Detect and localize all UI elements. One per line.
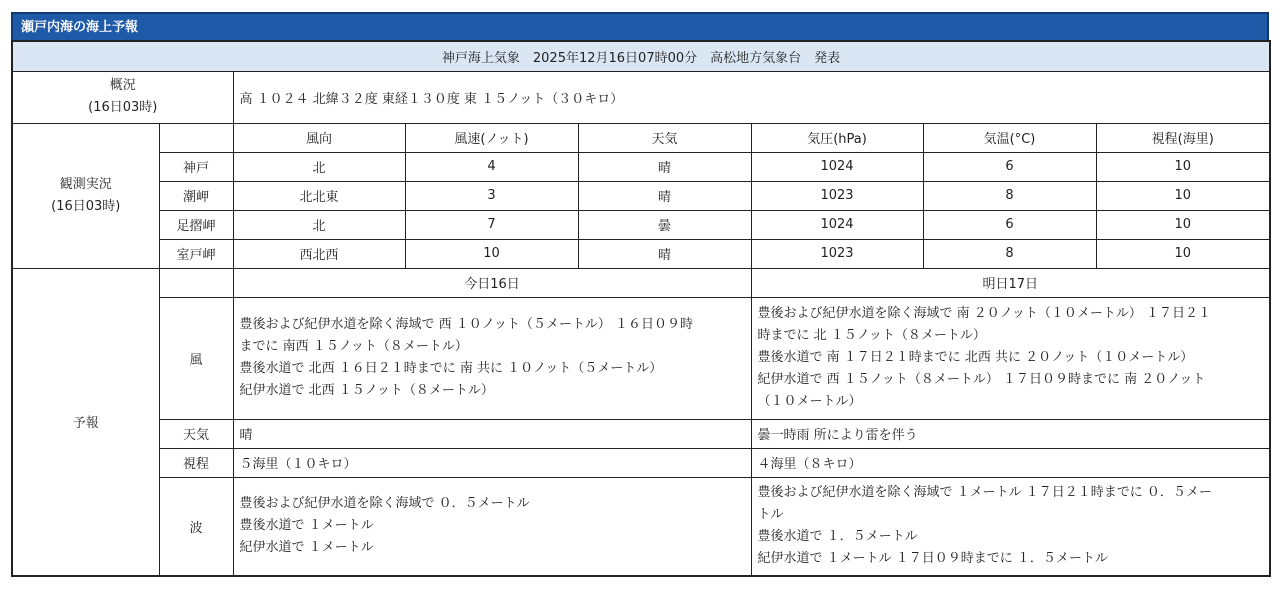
header-wind-direction: 風向 <box>233 123 405 152</box>
summary-label-cell <box>12 71 233 123</box>
header-weather: 天気 <box>578 123 751 152</box>
table-cell: 10 <box>1096 210 1270 239</box>
table-cell: 7 <box>405 210 578 239</box>
station-name: 室戸岬 <box>159 239 233 268</box>
table-cell: 北 <box>233 210 405 239</box>
wave-today-line: 紀伊水道で １メートル <box>239 540 374 556</box>
panel-title: 瀬戸内海の海上予報 <box>11 12 1269 40</box>
wave-tomorrow <box>751 477 1270 576</box>
wave-today <box>233 477 751 576</box>
forecast-panel <box>11 12 1269 577</box>
table-cell: 西北西 <box>233 239 405 268</box>
summary-time: (16日03時) <box>88 100 158 115</box>
wave-label: 波 <box>159 477 233 576</box>
wind-tomorrow-line: （１０メートル） <box>757 394 862 409</box>
visibility-today: ５海里（１０キロ） <box>233 448 751 477</box>
wave-tomorrow-line: トル <box>757 507 784 523</box>
wave-today-line: 豊後水道で １メートル <box>239 518 374 534</box>
weather-label: 天気 <box>159 419 233 448</box>
forecast-today-header: 今日16日 <box>233 268 751 297</box>
table-cell: 1023 <box>751 181 923 210</box>
wave-today-line: 豊後および紀伊水道を除く海域で ０．５メートル <box>239 496 530 512</box>
table-cell: 1024 <box>751 152 923 181</box>
wind-today-line: までに 南西 １５ノット（８メートル） <box>239 339 468 354</box>
wind-tomorrow <box>751 297 1270 419</box>
wind-tomorrow-line: 時までに 北 １５ノット（８メートル） <box>757 328 986 343</box>
table-cell: 8 <box>923 181 1096 210</box>
table-row <box>12 152 1270 181</box>
wind-tomorrow-line: 紀伊水道で 西 １５ノット（８メートル） １７日０９時までに 南 ２０ノット <box>757 372 1206 387</box>
table-cell: 10 <box>1096 152 1270 181</box>
table-row <box>12 239 1270 268</box>
header-temperature: 気温(°C) <box>923 123 1096 152</box>
table-cell: 10 <box>405 239 578 268</box>
observation-header-blank <box>159 123 233 152</box>
wave-tomorrow-line: 豊後および紀伊水道を除く海域で １メートル １７日２１時までに ０．５メー <box>757 485 1212 501</box>
forecast-header-blank <box>159 268 233 297</box>
issued-line: 神戸海上気象 2025年12月16日07時00分 高松地方気象台 発表 <box>12 41 1270 71</box>
observation-label-cell <box>12 123 159 268</box>
weather-tomorrow: 曇一時雨 所により雷を伴う <box>751 419 1270 448</box>
forecast-tomorrow-header: 明日17日 <box>751 268 1270 297</box>
summary-text: 高 １０２４ 北緯３２度 東経１３０度 東 １５ノット（３０キロ） <box>233 71 1270 123</box>
wind-label: 風 <box>159 297 233 419</box>
table-cell: 1024 <box>751 210 923 239</box>
table-cell: 曇 <box>578 210 751 239</box>
table-cell: 10 <box>1096 239 1270 268</box>
wind-today-line: 紀伊水道で 北西 １５ノット（８メートル） <box>239 383 494 398</box>
table-cell: 北 <box>233 152 405 181</box>
header-wind-speed: 風速(ノット) <box>405 123 578 152</box>
header-pressure: 気圧(hPa) <box>751 123 923 152</box>
wind-today-line: 豊後水道で 北西 １６日２１時までに 南 共に １０ノット（５メートル） <box>239 361 663 376</box>
table-cell: 10 <box>1096 181 1270 210</box>
observation-label: 観測実況 <box>59 176 112 192</box>
weather-today: 晴 <box>233 419 751 448</box>
station-name: 神戸 <box>159 152 233 181</box>
table-cell: 3 <box>405 181 578 210</box>
table-cell: 6 <box>923 210 1096 239</box>
station-name: 潮岬 <box>159 181 233 210</box>
table-row <box>12 181 1270 210</box>
header-visibility: 視程(海里) <box>1096 123 1270 152</box>
table-cell: 1023 <box>751 239 923 268</box>
forecast-label: 予報 <box>12 268 159 576</box>
visibility-label: 視程 <box>159 448 233 477</box>
visibility-tomorrow: ４海里（８キロ） <box>751 448 1270 477</box>
wind-today-line: 豊後および紀伊水道を除く海域で 西 １０ノット（５メートル） １６日０９時 <box>239 317 693 332</box>
summary-label: 概況 <box>109 78 136 93</box>
table-cell: 晴 <box>578 152 751 181</box>
wave-tomorrow-line: 豊後水道で １．５メートル <box>757 529 918 545</box>
observation-time: (16日03時) <box>51 198 121 214</box>
wind-today <box>233 297 751 419</box>
forecast-table <box>11 40 1271 577</box>
wind-tomorrow-line: 豊後水道で 南 １７日２１時までに 北西 共に ２０ノット（１０メートル） <box>757 350 1194 365</box>
wind-tomorrow-line: 豊後および紀伊水道を除く海域で 南 ２０ノット（１０メートル） １７日２１ <box>757 306 1211 321</box>
table-cell: 8 <box>923 239 1096 268</box>
station-name: 足摺岬 <box>159 210 233 239</box>
table-cell: 6 <box>923 152 1096 181</box>
table-cell: 晴 <box>578 181 751 210</box>
wave-tomorrow-line: 紀伊水道で １メートル １７日０９時までに １．５メートル <box>757 551 1108 567</box>
table-row <box>12 210 1270 239</box>
table-cell: 北北東 <box>233 181 405 210</box>
table-cell: 晴 <box>578 239 751 268</box>
table-cell: 4 <box>405 152 578 181</box>
